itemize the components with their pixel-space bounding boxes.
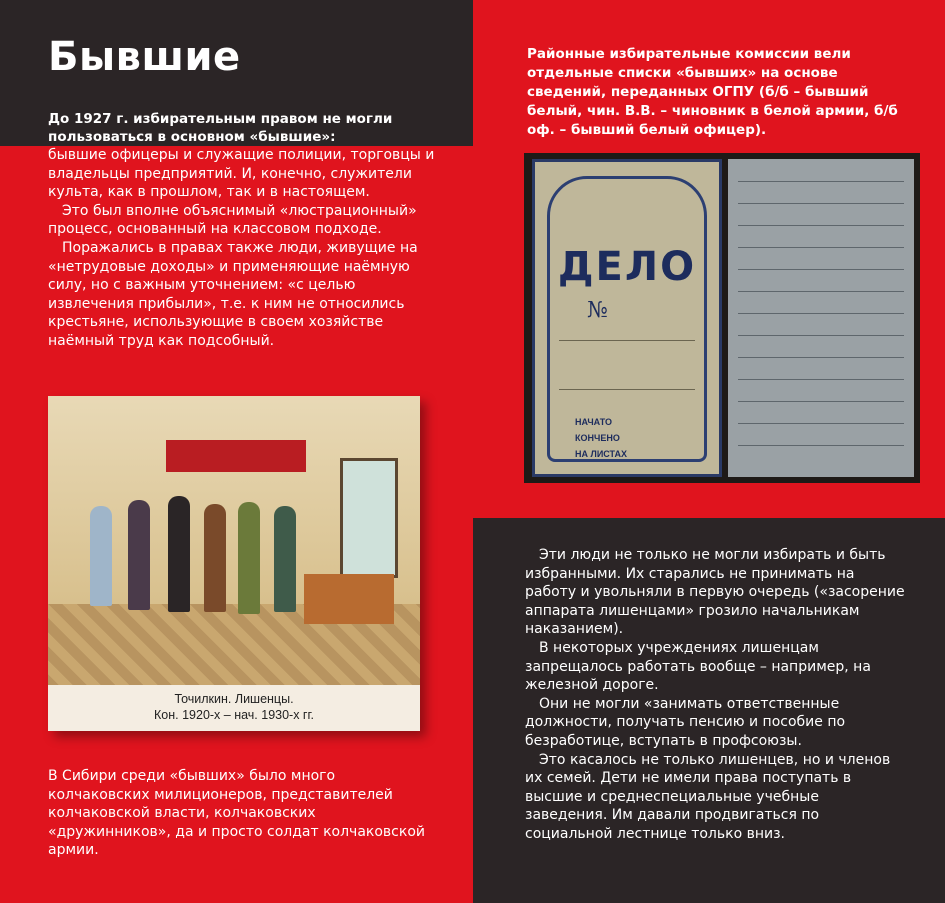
- folder-dates: [575, 414, 627, 462]
- ledger-row: [738, 423, 904, 424]
- painting-figure: [90, 506, 112, 606]
- painting-lishentsy: [48, 396, 420, 731]
- painting-window: [340, 458, 398, 578]
- right-bottom-text: [525, 546, 905, 844]
- ledger-row: [738, 313, 904, 314]
- painting-desk: [304, 574, 394, 624]
- right-bold-text: Районные избирательные комиссии вели отдельные списки «бывших» на основе сведений, переданных ОГПУ (б/б – бывший белый, чин. В.В. – чиновник в белой армии, б/б оф. – бывший белый офицер).: [527, 46, 898, 138]
- intro-bold-text: До 1927 г. избирательным правом не могли пользоваться в основном «бывшие»:: [48, 111, 393, 145]
- painting-caption-line-1: Точилкин. Лишенцы.: [174, 692, 294, 706]
- right-paragraph-3: Они не могли «занимать ответственные должности, получать пенсию и пособие по безработице, вступать в профсоюзы.: [525, 695, 846, 749]
- painting-figure: [274, 506, 296, 612]
- folder-date-start: НАЧАТО: [575, 417, 612, 427]
- left-paragraph-2: Это был вполне объяснимый «люстрационный» процесс, основанный на классовом подходе.: [48, 202, 417, 238]
- ledger-row: [738, 225, 904, 226]
- right-paragraph-1: Эти люди не только не могли избирать и быть избранными. Их старались не принимать на работу и увольняли в первую очередь («засорение аппарата лишенцами» грозило начальникам наказанием).: [525, 547, 905, 638]
- painting-caption: [48, 685, 420, 731]
- ledger-row: [738, 269, 904, 270]
- painting-caption-line-2: Кон. 1920-х – нач. 1930-х гг.: [154, 708, 314, 722]
- left-main-text: [48, 146, 438, 351]
- folder-title: ДЕЛО: [557, 244, 697, 290]
- ledger-row: [738, 203, 904, 204]
- folder-ornament: [547, 176, 707, 462]
- ledger-row: [738, 401, 904, 402]
- page-title: Бывшие: [48, 34, 241, 80]
- ledger-row: [738, 445, 904, 446]
- archive-document-photo: [524, 153, 920, 483]
- folder-date-end: КОНЧЕНО: [575, 433, 620, 443]
- painting-figure: [128, 500, 150, 610]
- ledger-row: [738, 247, 904, 248]
- ledger-row: [738, 335, 904, 336]
- ledger-row: [738, 379, 904, 380]
- painting-figure: [168, 496, 190, 612]
- folder-number: №: [587, 298, 608, 323]
- ledger-row: [738, 291, 904, 292]
- folder-lines: [559, 340, 695, 390]
- left-paragraph-3: Поражались в правах также люди, живущие на «нетрудовые доходы» и применяющие наёмную силу, но с важным уточнением: «с целью извлечения прибыли», т.е. к ним не относились крестьяне, использующие в своем хозяйстве наёмный труд как подсобный.: [48, 239, 418, 349]
- painting-figure: [204, 504, 226, 612]
- painting-banner: [166, 440, 306, 472]
- right-paragraph-2: В некоторых учреждениях лишенцам запрещалось работать вообще – например, на железной дороге.: [525, 639, 871, 694]
- painting-figure: [238, 502, 260, 614]
- right-paragraph-4: Это касалось не только лишенцев, но и членов их семей. Дети не имели права поступать в высшие и среднеспециальные учебные заведения. Им давали продвигаться по социальной лестнице только вниз.: [525, 751, 891, 842]
- ledger-page: [728, 159, 914, 477]
- left-bottom-text: В Сибири среди «бывших» было много колчаковских милиционеров, представителей колчаковской власти, колчаковских «дружинников», да и просто солдат колчаковской армии.: [48, 768, 425, 859]
- folder-sheets: НА ЛИСТАХ: [575, 449, 627, 459]
- ledger-row: [738, 181, 904, 182]
- left-paragraph-1: бывшие офицеры и служащие полиции, торговцы и владельцы предприятий. И, конечно, служители культа, как в прошлом, так и в настоящем.: [48, 147, 435, 201]
- case-folder: [532, 159, 722, 477]
- ledger-row: [738, 357, 904, 358]
